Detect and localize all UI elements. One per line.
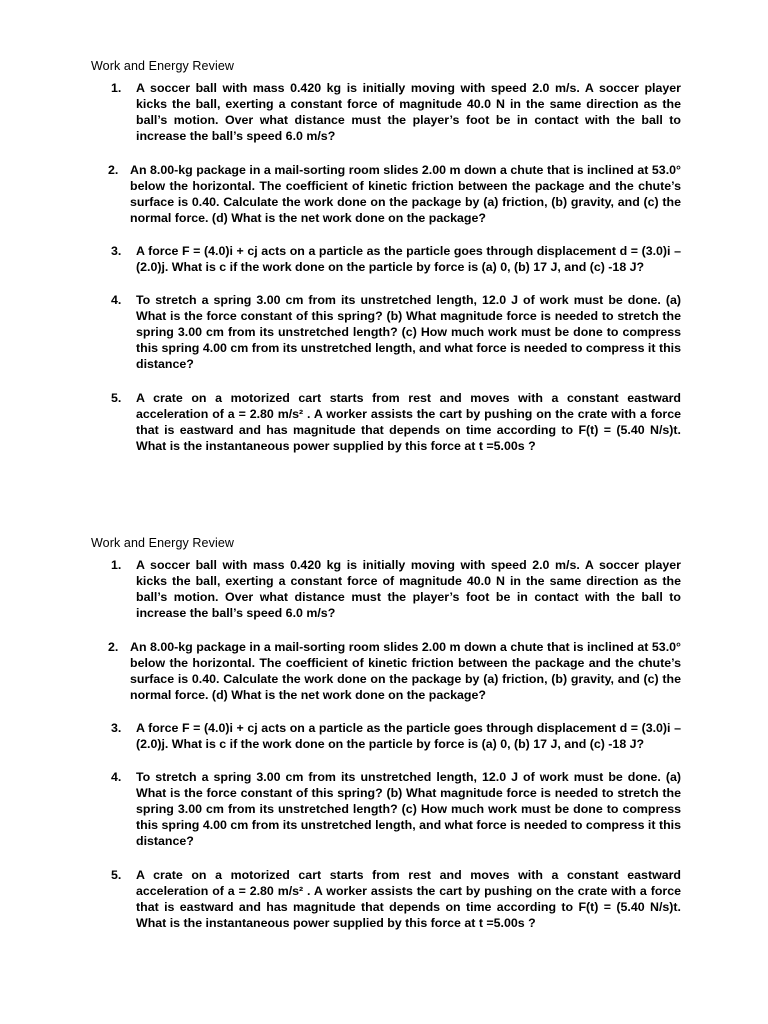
problem-4 — [91, 769, 681, 849]
problem-5 — [91, 867, 681, 931]
problem-5 — [91, 390, 681, 454]
problem-text: A force F = (4.0)i + cj acts on a particle as the particle goes through displacement d = (3.0)i – (2.0)j. What is c if the work done on the particle by force is (a) 0, (b) 17 J, and (c) -18 J? — [136, 244, 681, 274]
problem-number: 4. — [111, 293, 122, 307]
section-title: Work and Energy Review — [91, 536, 235, 550]
section-title: Work and Energy Review — [91, 59, 235, 73]
problem-number: 1. — [111, 558, 122, 572]
problem-text: An 8.00-kg package in a mail-sorting room slides 2.00 m down a chute that is inclined at 53.0° below the horizontal. The coefficient of kinetic friction between the package and the chute’s surface is 0.40. Calculate the work done on the package by (a) friction, (b) gravity, and (c) the normal force. (d) What is the net work done on the package? — [130, 163, 681, 225]
problem-text: An 8.00-kg package in a mail-sorting room slides 2.00 m down a chute that is inclined at 53.0° below the horizontal. The coefficient of kinetic friction between the package and the chute’s surface is 0.40. Calculate the work done on the package by (a) friction, (b) gravity, and (c) the normal force. (d) What is the net work done on the package? — [130, 640, 681, 702]
problem-2 — [91, 639, 681, 703]
problem-number: 3. — [111, 244, 122, 258]
problem-text: A soccer ball with mass 0.420 kg is initially moving with speed 2.0 m/s. A soccer player kicks the ball, exerting a constant force of magnitude 40.0 N in the same direction as the ball’s motion. Over what distance must the player’s foot be in contact with the ball to increase the ball’s speed 6.0 m/s? — [136, 558, 681, 620]
problem-text: To stretch a spring 3.00 cm from its unstretched length, 12.0 J of work must be done. (a) What is the force constant of this spring? (b) What magnitude force is needed to stretch the spring 3.00 cm from its unstretched length? (c) How much work must be done to compress this spring 4.00 cm from its unstretched length, and what force is needed to compress it this distance? — [136, 293, 681, 371]
problem-number: 1. — [111, 81, 122, 95]
problem-number: 4. — [111, 770, 122, 784]
problem-1 — [91, 80, 681, 144]
review-section-2 — [91, 535, 681, 931]
problem-text: To stretch a spring 3.00 cm from its unstretched length, 12.0 J of work must be done. (a) What is the force constant of this spring? (b) What magnitude force is needed to stretch the spring 3.00 cm from its unstretched length? (c) How much work must be done to compress this spring 4.00 cm from its unstretched length, and what force is needed to compress it this distance? — [136, 770, 681, 848]
review-section-1 — [91, 58, 681, 454]
problem-text: A crate on a motorized cart starts from rest and moves with a constant eastward acceleration of a = 2.80 m/s² . A worker assists the cart by pushing on the crate with a force that is eastward and has magnitude that depends on time according to F(t) = (5.40 N/s)t. What is the instantaneous power supplied by this force at t =5.00s ? — [136, 391, 681, 453]
problem-4 — [91, 292, 681, 372]
problem-text: A force F = (4.0)i + cj acts on a particle as the particle goes through displacement d = (3.0)i – (2.0)j. What is c if the work done on the particle by force is (a) 0, (b) 17 J, and (c) -18 J? — [136, 721, 681, 751]
problem-text: A soccer ball with mass 0.420 kg is initially moving with speed 2.0 m/s. A soccer player kicks the ball, exerting a constant force of magnitude 40.0 N in the same direction as the ball’s motion. Over what distance must the player’s foot be in contact with the ball to increase the ball’s speed 6.0 m/s? — [136, 81, 681, 143]
problem-number: 2. — [108, 163, 119, 177]
problem-2 — [91, 162, 681, 226]
problem-3 — [91, 243, 681, 275]
problem-number: 5. — [111, 391, 122, 405]
problem-1 — [91, 557, 681, 621]
problem-text: A crate on a motorized cart starts from rest and moves with a constant eastward acceleration of a = 2.80 m/s² . A worker assists the cart by pushing on the crate with a force that is eastward and has magnitude that depends on time according to F(t) = (5.40 N/s)t. What is the instantaneous power supplied by this force at t =5.00s ? — [136, 868, 681, 930]
problem-number: 5. — [111, 868, 122, 882]
problem-number: 3. — [111, 721, 122, 735]
problem-number: 2. — [108, 640, 119, 654]
problem-3 — [91, 720, 681, 752]
